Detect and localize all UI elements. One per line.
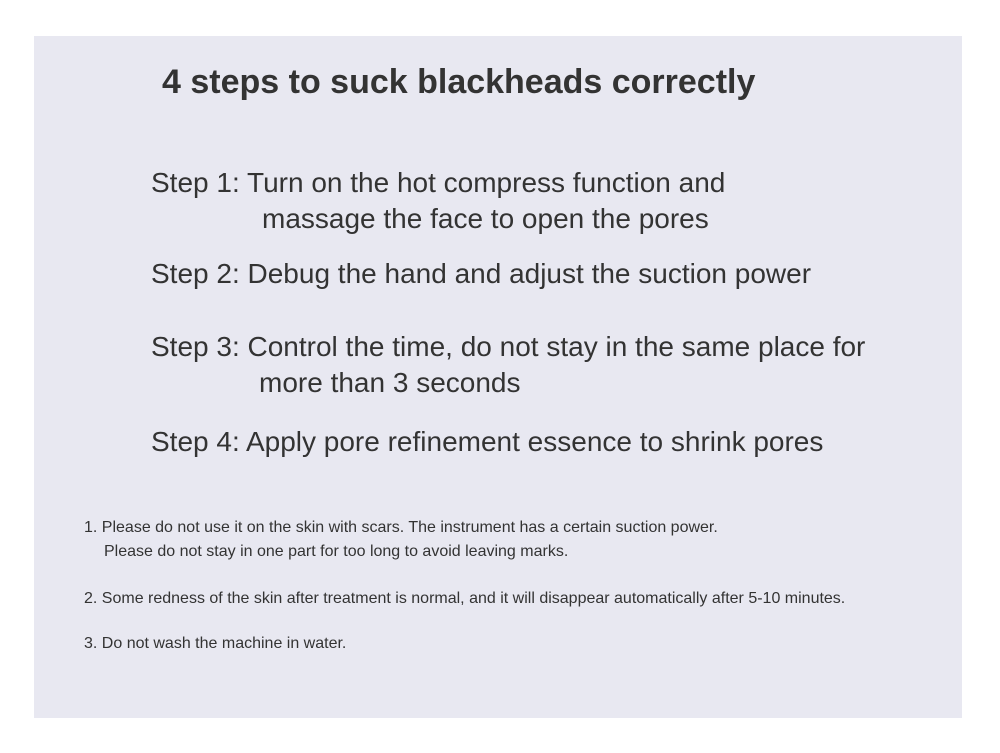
page-title: 4 steps to suck blackheads correctly xyxy=(162,63,756,101)
step-3 xyxy=(151,329,865,401)
note-1-line-1: 1. Please do not use it on the skin with scars. The instrument has a certain suction power. xyxy=(84,519,718,536)
note-1-line-2: Please do not stay in one part for too long to avoid leaving marks. xyxy=(104,543,569,560)
step-1-line-1: Step 1: Turn on the hot compress function and xyxy=(151,167,726,198)
step-1 xyxy=(151,165,725,237)
step-3-line-2: more than 3 seconds xyxy=(259,367,521,398)
step-1-line-2: massage the face to open the pores xyxy=(262,203,709,234)
step-3-line-1: Step 3: Control the time, do not stay in the same place for xyxy=(151,331,866,362)
note-3-line-1: 3. Do not wash the machine in water. xyxy=(84,635,347,652)
step-2-line-1: Step 2: Debug the hand and adjust the suction power xyxy=(151,258,812,289)
step-4-line-1: Step 4: Apply pore refinement essence to shrink pores xyxy=(151,426,824,457)
note-3 xyxy=(84,632,346,656)
step-4 xyxy=(151,424,823,460)
note-1 xyxy=(84,516,718,564)
note-2 xyxy=(84,587,845,611)
note-2-line-1: 2. Some redness of the skin after treatment is normal, and it will disappear automatically after 5-10 minutes. xyxy=(84,590,846,607)
step-2 xyxy=(151,256,811,292)
